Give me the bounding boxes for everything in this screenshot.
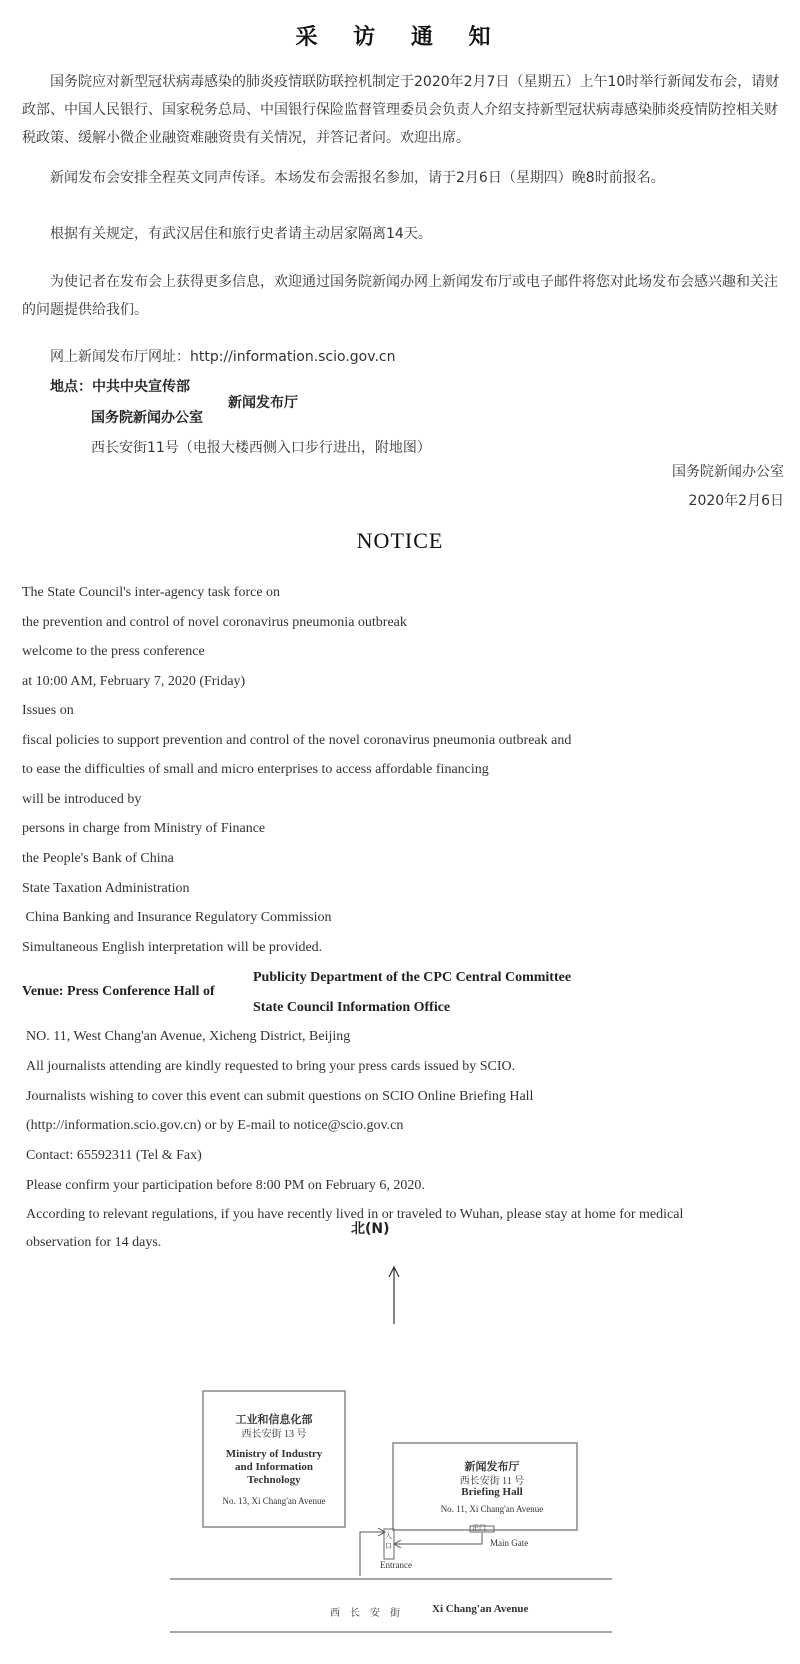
miit-cn-address: 西长安街 13 号 <box>241 1429 307 1440</box>
en-line: Contact: 65592311 (Tel & Fax) <box>26 1148 202 1163</box>
en-line: China Banking and Insurance Regulatory Commission <box>22 910 332 925</box>
hall-en-name: Briefing Hall <box>461 1486 523 1498</box>
cn-paragraph-quarantine: 根据有关规定，有武汉居住和旅行史者请主动居家隔离14天。 <box>50 226 432 242</box>
en-line: to ease the difficulties of small and micro enterprises to access affordable financing <box>22 762 489 777</box>
en-line: the prevention and control of novel coronavirus pneumonia outbreak <box>22 615 407 630</box>
entrance-en-label: Entrance <box>380 1560 412 1570</box>
en-venue-label: Venue: Press Conference Hall of <box>22 984 215 999</box>
hall-cn-address: 西长安街 11 号 <box>459 1476 525 1487</box>
hall-en-address: No. 11, Xi Chang'an Avenue <box>440 1504 544 1514</box>
miit-en-name: Technology <box>247 1474 301 1486</box>
entrance-cn-label: 入 <box>385 1532 392 1540</box>
en-line: Simultaneous English interpretation will be provided. <box>22 940 323 955</box>
en-line: welcome to the press conference <box>22 644 205 659</box>
street-en-label: Xi Chang'an Avenue <box>432 1603 529 1615</box>
en-line: Please confirm your participation before 8:00 PM on February 6, 2020. <box>26 1178 425 1193</box>
en-line: State Taxation Administration <box>22 881 190 896</box>
street-cn-label: 西 长 安 街 <box>330 1608 400 1619</box>
north-arrow-icon <box>389 1267 399 1324</box>
cn-address: 西长安街11号（电报大楼西侧入口步行进出，附地图） <box>91 440 431 456</box>
en-line: (http://information.scio.gov.cn) or by E-mail to notice@scio.gov.cn <box>26 1118 404 1133</box>
north-label: 北(N) <box>351 1221 390 1237</box>
en-line: the People's Bank of China <box>22 851 174 866</box>
cn-date: 2020年2月6日 <box>688 493 784 509</box>
en-venue-org-scio: State Council Information Office <box>253 1000 451 1015</box>
cn-paragraph-announcement: 国务院应对新型冠状病毒感染的肺炎疫情联防联控机制定于2020年2月7日（星期五）上午10时举行新闻发布会，请财政部、中国人民银行、国家税务总局、中国银行保险监督管理委员会负责人介绍支持新型冠状病毒感染肺炎疫情防控相关财税政策、缓解小微企业融资难融资贵有关情况，并答记者问。欢迎出席。 <box>22 74 780 146</box>
hall-cn-name: 新闻发布厅 <box>464 1461 520 1473</box>
en-line: The State Council's inter-agency task force on <box>22 585 281 600</box>
main-gate-cn-label: 正门 <box>472 1524 486 1532</box>
miit-cn-name: 工业和信息化部 <box>235 1414 313 1426</box>
en-line: observation for 14 days. <box>26 1235 162 1250</box>
en-line: According to relevant regulations, if you have recently lived in or traveled to Wuhan, please stay at home for medical <box>26 1207 684 1222</box>
en-line: All journalists attending are kindly requested to bring your press cards issued by SCIO. <box>26 1059 516 1074</box>
cn-paragraph-questions: 为使记者在发布会上获得更多信息，欢迎通过国务院新闻办网上新闻发布厅或电子邮件将您对此场发布会感兴趣和关注的问题提供给我们。 <box>22 274 778 318</box>
en-line: persons in charge from Ministry of Finance <box>22 821 266 836</box>
en-line: NO. 11, West Chang'an Avenue, Xicheng District, Beijing <box>26 1029 351 1044</box>
en-line: fiscal policies to support prevention and control of the novel coronavirus pneumonia outbreak and <box>22 733 572 748</box>
en-line: Issues on <box>22 703 74 718</box>
cn-venue-hall: 新闻发布厅 <box>228 395 298 411</box>
en-line: Journalists wishing to cover this event can submit questions on SCIO Online Briefing Hall <box>26 1089 534 1104</box>
entrance-cn-label: 口 <box>385 1542 392 1550</box>
gate-path <box>395 1533 482 1544</box>
en-line: at 10:00 AM, February 7, 2020 (Friday) <box>22 674 246 689</box>
main-gate-en-label: Main Gate <box>490 1538 529 1548</box>
miit-en-address: No. 13, Xi Chang'an Avenue <box>222 1496 326 1506</box>
cn-venue-label: 地点：中共中央宣传部 <box>50 379 190 395</box>
cn-title: 采 访 通 知 <box>295 25 505 50</box>
en-line: will be introduced by <box>22 792 142 807</box>
en-venue-org-publicity: Publicity Department of the CPC Central Committee <box>253 970 572 985</box>
cn-venue-office: 国务院新闻办公室 <box>91 410 203 426</box>
cn-signature: 国务院新闻办公室 <box>672 464 784 480</box>
en-title: NOTICE <box>356 528 444 553</box>
miit-en-name: and Information <box>235 1461 313 1473</box>
cn-paragraph-interpretation: 新闻发布会安排全程英文同声传译。本场发布会需报名参加，请于2月6日（星期四）晚8时前报名。 <box>50 170 665 186</box>
cn-website: 网上新闻发布厅网址：http://information.scio.gov.cn <box>50 349 396 365</box>
miit-en-name: Ministry of Industry <box>225 1448 323 1460</box>
